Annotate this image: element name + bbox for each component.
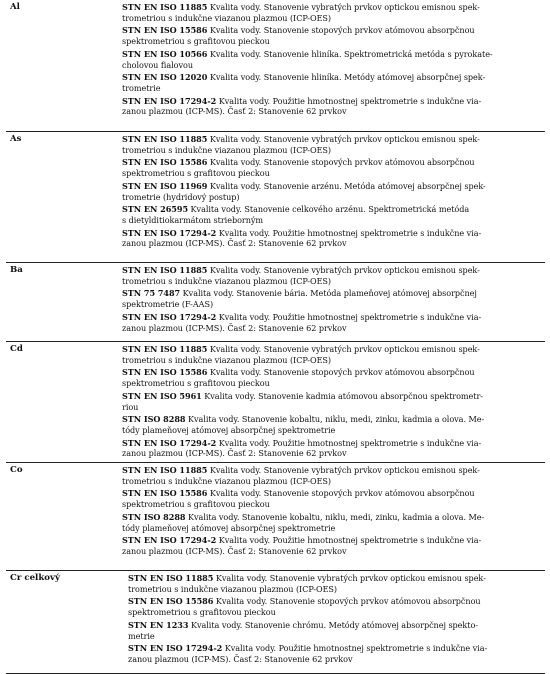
element-symbol: Cr celkový	[10, 573, 60, 583]
standard-title-line: zanou plazmou (ICP-MS). Časť 2: Stanovenie 62 prvkov	[122, 238, 347, 249]
standard-code: STN EN ISO 15586	[122, 157, 208, 168]
element-group	[6, 342, 545, 463]
standard-code: STN EN ISO 11885	[122, 134, 208, 144]
standards-list	[122, 2, 543, 119]
standard-title-line: riou	[122, 401, 139, 412]
standard-title-line: Kvalita vody. Stanovenie vybratých prvkov optickou emisnou spek-	[207, 465, 480, 475]
standards-list	[128, 573, 543, 667]
standard-title-line: zanou plazmou (ICP-MS). Časť 2: Stanovenie 62 prvkov	[122, 546, 347, 556]
standard-entry	[122, 96, 543, 117]
standard-title-line: Kvalita vody. Stanovenie kadmia atómovou absorpčnou spektrometr-	[201, 390, 483, 401]
standard-title-line: tódy plameňovej atómovej absorpčnej spektrometrie	[122, 425, 336, 435]
standard-title-line: trometrie	[122, 83, 161, 93]
standards-list	[122, 265, 543, 335]
standard-title-line: Kvalita vody. Použitie hmotnostnej spektrometrie s indukčne via-	[222, 643, 488, 654]
standards-list	[122, 465, 543, 559]
standard-title-line: Kvalita vody. Stanovenie vybratých prvkov optickou emisnou spek-	[207, 2, 480, 12]
standard-code: STN EN ISO 5961	[122, 390, 202, 401]
standard-title-line: Kvalita vody. Stanovenie stopových prvkov atómovou absorpčnou	[207, 25, 475, 36]
standard-entry	[122, 25, 543, 46]
standard-title-line: zanou plazmou (ICP-MS). Časť 2: Stanovenie 62 prvkov	[122, 322, 347, 333]
element-group	[6, 132, 545, 263]
standard-title-line: zanou plazmou (ICP-MS). Časť 2: Stanovenie 62 prvkov	[128, 654, 353, 664]
standard-title-line: Kvalita vody. Stanovenie chrómu. Metódy atómovej absorpčnej spekto-	[188, 619, 478, 630]
standard-title-line: zanou plazmou (ICP-MS). Časť 2: Stanovenie 62 prvkov	[122, 448, 347, 459]
standard-entry	[122, 414, 543, 435]
standard-title-line: Kvalita vody. Stanovenie kobaltu, niklu, medi, zinku, kadmia a olova. Me-	[185, 414, 485, 425]
standard-code: STN 75 7487	[122, 288, 181, 299]
standard-code: STN EN ISO 15586	[122, 367, 208, 378]
standard-entry	[122, 288, 543, 309]
standard-title-line: Kvalita vody. Stanovenie stopových prvkov atómovou absorpčnou	[207, 488, 475, 499]
standard-code: STN EN ISO 17294-2	[122, 311, 217, 322]
element-symbol: Ba	[10, 265, 23, 275]
standard-title-line: trometrie (hydridový postup)	[122, 191, 240, 202]
standard-entry	[122, 465, 543, 486]
standard-entry	[128, 573, 543, 594]
element-symbol: Cd	[10, 344, 23, 354]
standard-entry	[122, 72, 543, 93]
standard-title-line: Kvalita vody. Stanovenie vybratých prvkov optickou emisnou spek-	[207, 134, 480, 144]
standard-title-line: spektrometriou s grafitovou pieckou	[122, 378, 270, 389]
standard-title-line: Kvalita vody. Stanovenie vybratých prvkov optickou emisnou spek-	[207, 265, 480, 275]
standard-code: STN ISO 8288	[122, 511, 186, 522]
standard-entry	[122, 204, 543, 225]
standard-code: STN EN ISO 11885	[122, 265, 208, 275]
standard-entry	[122, 157, 543, 178]
standard-title-line: trometriou s indukčne viazanou plazmou (ICP-OES)	[122, 354, 332, 365]
standard-title-line: Kvalita vody. Stanovenie kobaltu, niklu, medi, zinku, kadmia a olova. Me-	[185, 511, 485, 522]
standard-entry	[122, 438, 543, 459]
standard-title-line: spektrometrie (F-AAS)	[122, 299, 214, 310]
standard-code: STN EN 1233	[128, 619, 189, 630]
standard-code: STN EN ISO 12020	[122, 72, 208, 83]
standard-entry	[122, 265, 543, 286]
standard-code: STN EN ISO 11885	[122, 465, 208, 475]
standards-list	[122, 344, 543, 461]
standard-code: STN EN 26595	[122, 204, 189, 215]
standard-title-line: Kvalita vody. Použitie hmotnostnej spektrometrie s indukčne via-	[216, 311, 482, 322]
standard-title-line: Kvalita vody. Stanovenie stopových prvkov atómovou absorpčnou	[213, 596, 481, 607]
standard-entry	[122, 134, 543, 155]
standard-title-line: cholovou fialovou	[122, 59, 193, 70]
standard-code: STN EN ISO 10566	[122, 48, 208, 59]
standard-code: STN EN ISO 11885	[122, 344, 208, 354]
standard-code: STN EN ISO 11885	[122, 2, 208, 12]
standard-entry	[122, 312, 543, 333]
standard-code: STN EN ISO 17294-2	[122, 95, 217, 106]
standard-code: STN EN ISO 17294-2	[122, 437, 217, 448]
standard-title-line: Kvalita vody. Stanovenie arzénu. Metóda atómovej absorpčnej spek-	[207, 180, 486, 191]
standard-entry	[122, 2, 543, 23]
standard-entry	[122, 535, 543, 556]
standard-title-line: Kvalita vody. Použitie hmotnostnej spektrometrie s indukčne via-	[216, 227, 482, 238]
standard-title-line: spektrometriou s grafitovou pieckou	[128, 607, 276, 618]
element-group	[6, 571, 545, 674]
standard-code: STN ISO 8288	[122, 414, 186, 425]
standard-entry	[122, 181, 543, 202]
standard-title-line: Kvalita vody. Stanovenie vybratých prvkov optickou emisnou spek-	[207, 344, 480, 354]
standard-entry	[128, 643, 543, 664]
standard-title-line: trometriou s indukčne viazanou plazmou (ICP-OES)	[128, 583, 338, 594]
standard-title-line: Kvalita vody. Stanovenie hliníka. Metódy atómovej absorpčnej spek-	[207, 72, 486, 83]
standard-entry	[122, 344, 543, 365]
standard-title-line: trometriou s indukčne viazanou plazmou (ICP-OES)	[122, 475, 332, 486]
standard-code: STN EN ISO 17294-2	[122, 227, 217, 238]
standard-code: STN EN ISO 15586	[122, 488, 208, 499]
standard-title-line: zanou plazmou (ICP-MS). Časť 2: Stanovenie 62 prvkov	[122, 106, 347, 117]
standard-code: STN EN ISO 17294-2	[128, 643, 223, 654]
standard-title-line: Kvalita vody. Stanovenie hliníka. Spektrometrická metóda s pyrokate-	[207, 48, 493, 59]
standard-title-line: Kvalita vody. Stanovenie stopových prvkov atómovou absorpčnou	[207, 367, 475, 378]
standard-code: STN EN ISO 17294-2	[122, 535, 217, 546]
standard-entry	[128, 620, 543, 641]
standard-entry	[122, 367, 543, 388]
standard-title-line: Kvalita vody. Stanovenie stopových prvkov atómovou absorpčnou	[207, 157, 475, 168]
standard-code: STN EN ISO 11969	[122, 180, 208, 191]
standard-code: STN EN ISO 15586	[122, 25, 208, 36]
standard-title-line: trometriou s indukčne viazanou plazmou (ICP-OES)	[122, 144, 332, 155]
standard-title-line: Kvalita vody. Použitie hmotnostnej spektrometrie s indukčne via-	[216, 437, 482, 448]
standard-title-line: tódy plameňovej atómovej absorpčnej spektrometrie	[122, 522, 336, 533]
standard-title-line: spektrometriou s grafitovou pieckou	[122, 36, 270, 47]
element-symbol: As	[10, 134, 22, 144]
standard-code: STN EN ISO 11885	[128, 573, 214, 583]
standards-list	[122, 134, 543, 251]
element-symbol: Al	[10, 2, 20, 12]
standard-entry	[122, 512, 543, 533]
standard-title-line: Kvalita vody. Použitie hmotnostnej spektrometrie s indukčne via-	[216, 535, 482, 546]
standard-title-line: trometriou s indukčne viazanou plazmou (ICP-OES)	[122, 12, 332, 23]
standard-title-line: Kvalita vody. Stanovenie bária. Metóda plameňovej atómovej absorpčnej	[180, 288, 477, 299]
standard-title-line: spektrometriou s grafitovou pieckou	[122, 499, 270, 510]
standard-entry	[122, 488, 543, 509]
standard-title-line: metrie	[128, 630, 155, 641]
standard-title-line: s dietylditiokarmátom strieborným	[122, 215, 264, 225]
standard-entry	[128, 596, 543, 617]
standard-title-line: Kvalita vody. Stanovenie celkového arzénu. Spektrometrická metóda	[188, 204, 470, 215]
standard-title-line: spektrometriou s grafitovou pieckou	[122, 168, 270, 179]
standard-entry	[122, 228, 543, 249]
standard-title-line: Kvalita vody. Použitie hmotnostnej spektrometrie s indukčne via-	[216, 95, 482, 106]
standard-entry	[122, 391, 543, 412]
element-symbol: Co	[10, 465, 23, 475]
element-group	[6, 463, 545, 571]
standard-code: STN EN ISO 15586	[128, 596, 214, 607]
standard-entry	[122, 49, 543, 70]
standard-title-line: Kvalita vody. Stanovenie vybratých prvkov optickou emisnou spek-	[213, 573, 486, 583]
element-group	[6, 263, 545, 342]
standard-title-line: trometriou s indukčne viazanou plazmou (ICP-OES)	[122, 275, 332, 286]
element-group	[6, 0, 545, 132]
